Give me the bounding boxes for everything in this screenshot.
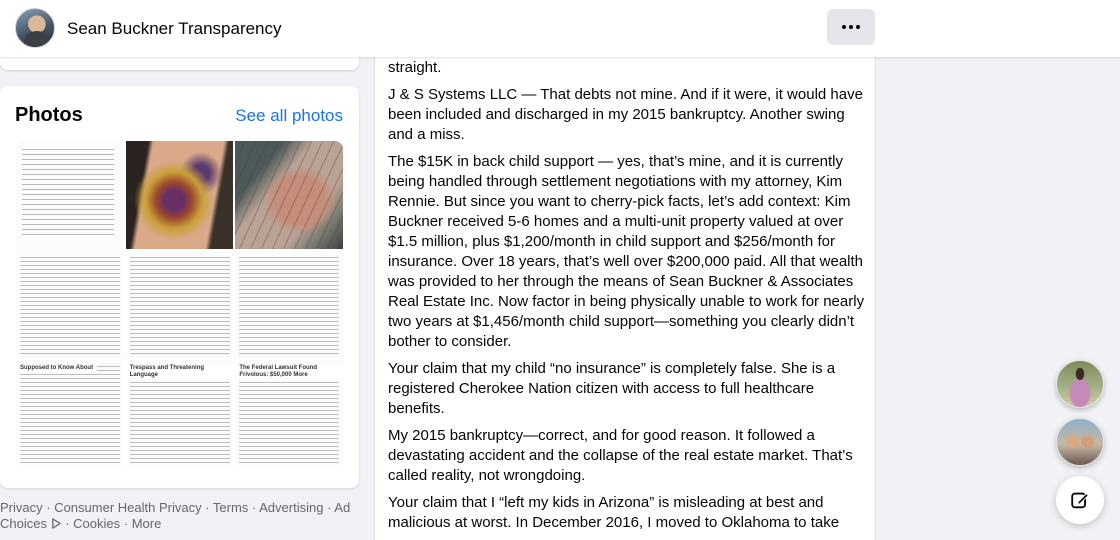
photo-tile[interactable] — [235, 141, 343, 249]
page-name[interactable]: Sean Buckner Transparency — [67, 19, 282, 38]
footer-separator: · — [201, 500, 213, 515]
footer-link-advertising[interactable]: Advertising — [259, 500, 324, 515]
photo-tile[interactable] — [16, 251, 124, 359]
photo-tile[interactable] — [126, 360, 234, 468]
photo-tile[interactable] — [16, 360, 124, 468]
footer-link-consumer-health-privacy[interactable]: Consumer Health Privacy — [54, 500, 202, 515]
photos-title: Photos — [15, 104, 83, 126]
photo-tile[interactable] — [126, 141, 234, 249]
post-text — [388, 58, 868, 540]
post-card — [374, 40, 876, 540]
top-bar — [0, 0, 1120, 57]
more-options-button[interactable] — [827, 9, 875, 45]
chat-head-contact-1[interactable] — [1056, 360, 1104, 408]
footer-separator: · — [42, 500, 55, 515]
post-paragraph: Your claim that I “left my kids in Arizona” is misleading at best and malicious at worst. In December 2016, I moved to Oklahoma to take — [388, 494, 840, 531]
photo-tile[interactable] — [235, 360, 343, 468]
photos-grid — [16, 141, 343, 468]
post-paragraph: My 2015 bankruptcy—correct, and for good reason. It followed a devastating accident and the collapse of the real estate market. That’s called reality, not wrongdoing. — [388, 427, 853, 484]
photo-tile[interactable] — [16, 141, 124, 249]
footer-separator: · — [120, 516, 132, 531]
photo-tile[interactable] — [235, 251, 343, 359]
footer-link-privacy[interactable]: Privacy — [0, 500, 43, 515]
new-message-icon — [1069, 489, 1091, 511]
page-avatar[interactable] — [15, 8, 55, 48]
footer-link-cookies[interactable]: Cookies — [73, 516, 121, 531]
footer-links — [0, 500, 359, 532]
footer-link-ad-choices[interactable]: Ad Choices — [0, 500, 351, 531]
footer-link-terms[interactable]: Terms — [212, 500, 249, 515]
see-all-photos-link[interactable]: See all photos — [235, 106, 343, 125]
post-paragraph: straight. — [388, 59, 442, 76]
footer-separator: · — [323, 500, 335, 515]
footer-separator: · — [61, 516, 74, 531]
photo-tile[interactable] — [126, 251, 234, 359]
photo-tile-heading: Trespass and Threatening Language — [130, 365, 234, 379]
more-horizontal-icon — [842, 25, 860, 29]
photo-tile-heading: Supposed to Know About — [20, 365, 97, 372]
post-paragraph: The $15K in back child support — yes, that’s mine, and it is currently being handled through settlement negotiations with my attorney, Kim Rennie. But since you want to cherry-pick facts, let’s add context: Kim Buckner received 5-6 homes and a multi-unit property valued at over $1.5 million, plus $1,200/month in child support and $256/month for insurance. Over 18 years, that’s well over $200,000 paid. All that wealth was provided to her through the means of Sean Buckner & Associates Real Estate Inc. Now factor in being physically unable to work for nearly two years at $1,456/month child support—something you clearly didn’t bother to consider. — [388, 153, 865, 350]
footer-separator: · — [248, 500, 260, 515]
ad-choices-icon — [51, 518, 62, 529]
new-message-button[interactable] — [1056, 476, 1104, 524]
post-paragraph: J & S Systems LLC — That debts not mine. And if it were, it would have been included and discharged in my 2015 bankruptcy. Another swing and a miss. — [388, 86, 863, 143]
footer-link-more[interactable]: More — [131, 516, 162, 531]
photo-tile-heading: The Federal Lawsuit Found Frivolous: $50,000 More — [239, 365, 343, 379]
post-paragraph: Your claim that my child “no insurance” is completely false. She is a registered Cherokee Nation citizen with access to full healthcare benefits. — [388, 360, 836, 417]
photos-card — [0, 86, 359, 488]
chat-head-contact-2[interactable] — [1056, 418, 1104, 466]
